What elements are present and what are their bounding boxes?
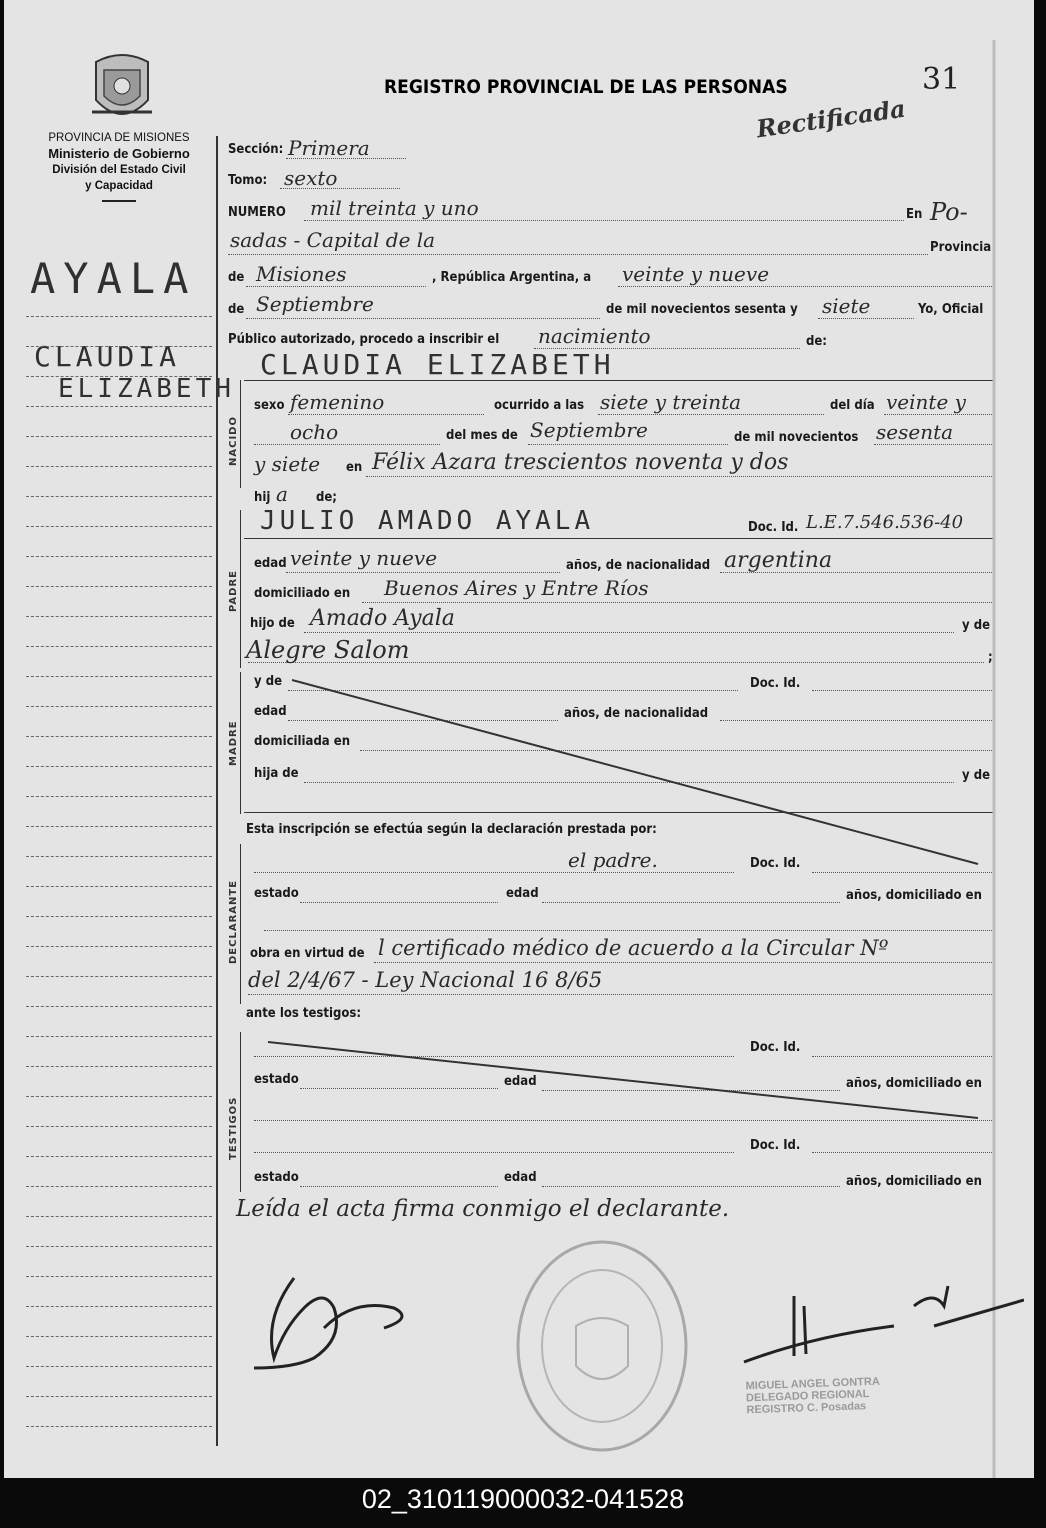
- value-lugar: Félix Azara trescientos noventa y dos: [372, 450, 789, 475]
- value-hora: siete y treinta: [600, 390, 742, 414]
- office-ministry: Ministerio de Gobierno: [48, 146, 190, 161]
- value-anio-nac: sesenta: [876, 420, 954, 444]
- value-tomo: sexto: [284, 166, 338, 190]
- value-provincia: Misiones: [256, 262, 347, 286]
- label-dom-padre: domiciliado en: [254, 586, 351, 601]
- label-numero: NUMERO: [228, 205, 286, 220]
- label-ante: ante los testigos:: [246, 1006, 362, 1021]
- signature-right-icon: [734, 1276, 1024, 1376]
- label-doc-padre: Doc. Id.: [748, 520, 799, 535]
- value-mes-nac: Septiembre: [530, 418, 648, 442]
- value-padre-hijo-de: Amado Ayala: [310, 606, 455, 631]
- value-numero: mil treinta y uno: [310, 196, 479, 220]
- label-doc-madre: Doc. Id.: [750, 676, 801, 691]
- value-hij-suffix: a: [276, 482, 288, 506]
- label-estado-testigo1: estado: [254, 1072, 299, 1087]
- label-anios-nac-padre: años, de nacionalidad: [566, 558, 711, 573]
- label-republica: , República Argentina, a: [432, 270, 592, 285]
- label-tomo: Tomo:: [228, 173, 268, 188]
- label-inscripcion: Esta inscripción se efectúa según la declaración prestada por:: [246, 822, 657, 837]
- label-de-mil-nov: de mil novecientos: [734, 430, 859, 445]
- label-ocurrido: ocurrido a las: [494, 398, 585, 413]
- value-padre-nombre: JULIO AMADO AYALA: [260, 506, 595, 536]
- label-anios-dom-declarante: años, domiciliado en: [846, 888, 982, 903]
- label-del-dia: del día: [830, 398, 875, 413]
- label-de-colon: de:: [806, 334, 827, 349]
- rectificada-stamp: Rectificada: [754, 93, 908, 144]
- label-doc-declarante: Doc. Id.: [750, 856, 801, 871]
- value-nombre: CLAUDIA ELIZABETH: [260, 348, 615, 381]
- label-padre: PADRE: [228, 570, 239, 612]
- label-obra: obra en virtud de: [250, 946, 365, 961]
- value-dia-nac: veinte y: [886, 390, 966, 414]
- signature-left-icon: [234, 1268, 434, 1378]
- value-padre-edad: veinte y nueve: [290, 546, 438, 570]
- label-provincia: Provincia: [930, 240, 992, 255]
- value-padre-dom: Buenos Aires y Entre Ríos: [384, 576, 649, 600]
- label-declarante: DECLARANTE: [228, 879, 239, 964]
- value-en-po: Po-: [930, 198, 968, 226]
- label-doc-testigo1: Doc. Id.: [750, 1040, 801, 1055]
- value-city: sadas - Capital de la: [230, 228, 436, 252]
- label-edad-testigo2: edad: [504, 1170, 537, 1185]
- office-capacity: y Capacidad: [85, 180, 153, 192]
- label-hijo-de: hijo de: [250, 616, 295, 631]
- label-hij: hij: [254, 490, 271, 505]
- label-sexo: sexo: [254, 398, 285, 413]
- label-y-de-madre2: y de: [962, 768, 990, 783]
- label-y-de-padre: y de: [962, 618, 990, 633]
- label-en: en: [346, 460, 363, 475]
- label-de-semi: de;: [316, 490, 337, 505]
- value-dia-nac2: ocho: [290, 420, 339, 444]
- label-de-prov: de: [228, 270, 245, 285]
- margin-given2: ELIZABETH: [58, 374, 235, 404]
- label-y-de-madre: y de: [254, 674, 282, 689]
- label-edad-testigo1: edad: [504, 1074, 537, 1089]
- value-mes: Septiembre: [256, 292, 374, 316]
- margin-surname: AYALA: [30, 254, 197, 303]
- value-sexo: femenino: [290, 390, 385, 414]
- label-estado-declarante: estado: [254, 886, 299, 901]
- office-province: PROVINCIA DE MISIONES: [48, 132, 190, 144]
- margin-given1: CLAUDIA: [34, 340, 181, 373]
- value-anio: siete: [822, 294, 871, 318]
- value-cierre: Leída el acta firma conmigo el declarante.: [236, 1196, 730, 1222]
- label-seccion: Sección:: [228, 142, 284, 157]
- label-doc-testigo2: Doc. Id.: [750, 1138, 801, 1153]
- page-number: 31: [922, 62, 961, 97]
- value-padre-nac: argentina: [724, 548, 833, 573]
- label-hija-de: hija de: [254, 766, 299, 781]
- label-edad-declarante: edad: [506, 886, 539, 901]
- label-anios-nac-madre: años, de nacionalidad: [564, 706, 709, 721]
- label-edad-padre: edad: [254, 556, 287, 571]
- value-padre-madre: Alegre Salom: [246, 636, 410, 664]
- label-dom-madre: domiciliada en: [254, 734, 351, 749]
- official-seal-icon: [512, 1236, 692, 1456]
- label-anios-dom-testigo2: años, domiciliado en: [846, 1174, 982, 1189]
- label-estado-testigo2: estado: [254, 1170, 299, 1185]
- image-code: 02_310119000032-041528: [361, 1484, 685, 1514]
- value-anio-nac2: y siete: [254, 452, 321, 476]
- value-padre-doc: L.E.7.546.536-40: [806, 512, 964, 533]
- value-obra1: l certificado médico de acuerdo a la Circular Nº: [378, 936, 889, 960]
- value-declarante: el padre.: [568, 848, 658, 872]
- document-page: [4, 0, 1034, 1478]
- label-en: En: [906, 207, 923, 222]
- value-fecha-dia: veinte y nueve: [622, 262, 770, 286]
- office-division: División del Estado Civil: [52, 164, 186, 176]
- delegado-stamp: MIGUEL ANGEL GONTRA DELEGADO REGIONAL REGISTRO C. Posadas: [745, 1375, 880, 1417]
- value-obra2: del 2/4/67 - Ley Nacional 16 8/65: [248, 968, 603, 992]
- label-nacido: NACIDO: [228, 416, 239, 466]
- document-title: REGISTRO PROVINCIAL DE LAS PERSONAS: [384, 76, 788, 98]
- label-publico: Público autorizado, procedo a inscribir el: [228, 332, 500, 347]
- label-de-mes: de: [228, 302, 245, 317]
- label-yo-oficial: Yo, Oficial: [918, 302, 984, 317]
- label-de-mil: de mil novecientos sesenta y: [606, 302, 798, 317]
- label-del-mes: del mes de: [446, 428, 518, 443]
- label-anios-dom-testigo1: años, domiciliado en: [846, 1076, 982, 1091]
- label-semicolon: ;: [988, 650, 993, 665]
- label-edad-madre: edad: [254, 704, 287, 719]
- label-madre: MADRE: [228, 720, 239, 766]
- value-acto: nacimiento: [538, 324, 651, 348]
- label-testigos: TESTIGOS: [228, 1096, 239, 1160]
- value-seccion: Primera: [288, 136, 370, 160]
